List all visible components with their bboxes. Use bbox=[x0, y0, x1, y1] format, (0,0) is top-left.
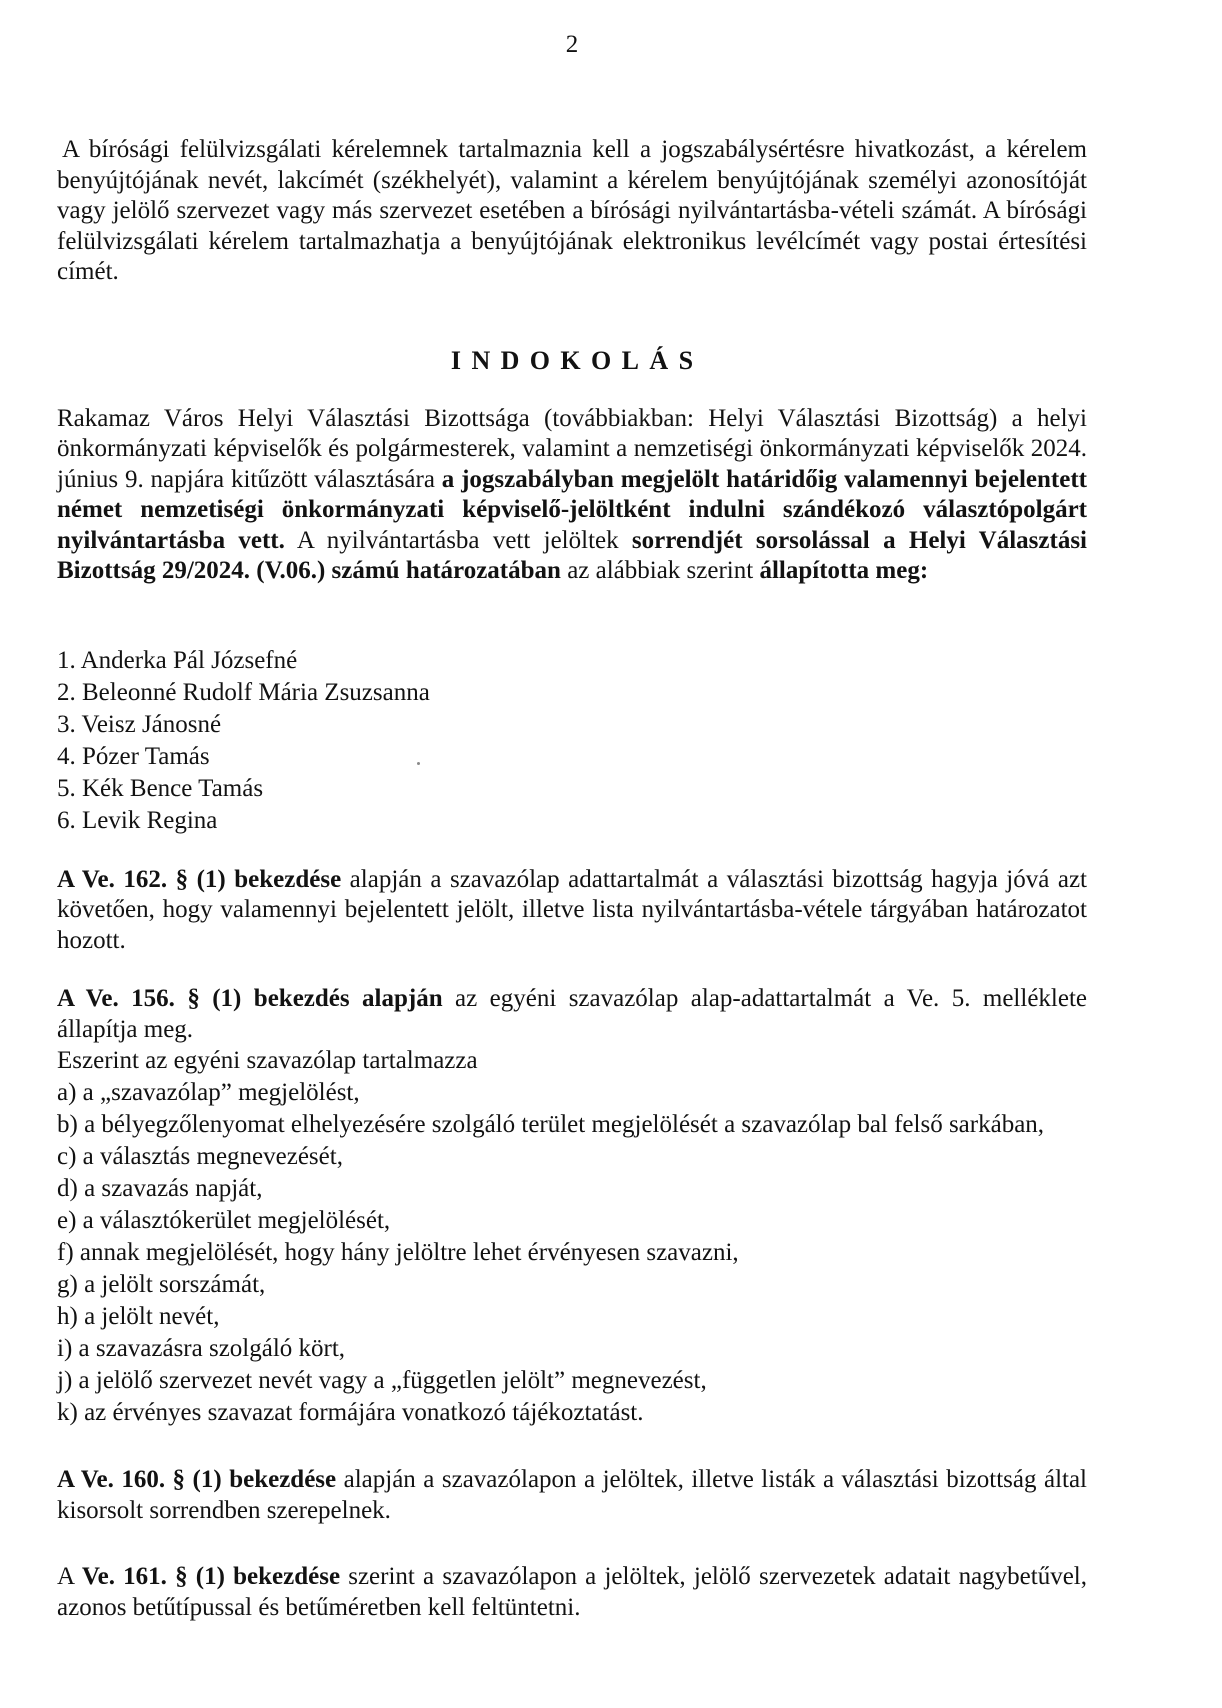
ve156-block bbox=[57, 984, 1087, 1429]
ballot-item-h: h) a jelölt nevét, bbox=[57, 1303, 220, 1330]
ve162-citation: A Ve. 162. § (1) bekezdése bbox=[57, 865, 342, 893]
justification-bold-1: a jogszabályban megjelölt határidőig valamennyi bejelentett német nemzetiségi önkormányzati képviselő-jelöltként indulni szándékozó választópolgárt nyilvántartásba vett. bbox=[57, 465, 1087, 554]
ballot-item-f: f) annak megjelölését, hogy hány jelöltre lehet érvényesen szavazni, bbox=[57, 1239, 739, 1266]
candidate-item: 6. Levik Regina bbox=[57, 806, 218, 834]
ve160-text: alapján a szavazólapon a jelöltek, illetve listák a választási bizottság által kisorsolt sorrendben szerepelnek. bbox=[57, 1466, 1087, 1524]
ve161-paragraph bbox=[57, 1562, 1087, 1623]
ve156-intro-line: Eszerint az egyéni szavazólap tartalmazza bbox=[57, 1047, 478, 1074]
ballot-item-e: e) a választókerület megjelölését, bbox=[57, 1207, 391, 1234]
candidate-item: 4. Pózer Tamás bbox=[57, 742, 210, 770]
scan-artifact-dot bbox=[417, 762, 420, 765]
ballot-item-i: i) a szavazásra szolgáló kört, bbox=[57, 1335, 346, 1362]
ballot-item-j: j) a jelölő szervezet nevét vagy a „független jelölt” megnevezést, bbox=[57, 1367, 707, 1394]
ballot-item-k: k) az érvényes szavazat formájára vonatkozó tájékoztatást. bbox=[57, 1399, 644, 1426]
ballot-item-b: b) a bélyegzőlenyomat elhelyezésére szolgáló terület megjelölését a szavazólap bal felső sarkában, bbox=[57, 1111, 1045, 1138]
justification-text-3: az alábbiak szerint bbox=[560, 557, 760, 584]
ve156-text: az egyéni szavazólap alap-adattartalmát a Ve. 5. melléklete állapítja meg. bbox=[57, 985, 1087, 1043]
ve161-pre: A bbox=[57, 1563, 82, 1590]
document-page bbox=[57, 0, 1087, 1623]
justification-text-2: A nyilvántartásba vett jelöltek bbox=[284, 526, 632, 554]
ve160-citation: A Ve. 160. § (1) bekezdése bbox=[57, 1466, 337, 1493]
ve162-text: alapján a szavazólap adattartalmát a választási bizottság hagyja jóvá azt követően, hogy valamennyi bejelentett jelölt, illetve lista nyilvántartásba-vétele tárgyában határozatot hozott. bbox=[57, 865, 1087, 954]
intro-paragraph: A bírósági felülvizsgálati kérelemnek tartalmaznia kell a jogszabálysértésre hivatkozást, a kérelem benyújtójának nevét, lakcímét (székhelyét), valamint a kérelem benyújtójának személyi azonosítóját vagy jelölő szervezet vagy más szervezet esetében a bírósági nyilvántartásba-vételi számát. A bírósági felülvizsgálati kérelem tartalmazhatja a benyújtójának elektronikus levélcímét vagy postai értesítési címét. bbox=[57, 136, 1087, 285]
page-number: 2 bbox=[565, 31, 579, 58]
candidate-item: 1. Anderka Pál Józsefné bbox=[57, 646, 298, 674]
ballot-item-c: c) a választás megnevezését, bbox=[57, 1143, 343, 1170]
justification-bold-2: sorrendjét sorsolással a Helyi Választási Bizottság 29/2024. (V.06.) számú határozatában bbox=[57, 526, 1087, 584]
ve161-citation: Ve. 161. § (1) bekezdése bbox=[81, 1563, 341, 1590]
ve156-citation: A Ve. 156. § (1) bekezdés alapján bbox=[57, 985, 443, 1012]
candidate-item: 3. Veisz Jánosné bbox=[57, 710, 222, 738]
ve162-paragraph bbox=[57, 865, 1087, 957]
justification-bold-3: állapította meg: bbox=[759, 557, 929, 584]
candidate-item: 2. Beleonné Rudolf Mária Zsuzsanna bbox=[57, 678, 430, 706]
ve161-text: szerint a szavazólapon a jelöltek, jelölő szervezetek adatait nagybetűvel, azonos betűtípussal és betűméretben kell feltüntetni. bbox=[57, 1563, 1087, 1621]
section-heading: INDOKOLÁS bbox=[450, 345, 704, 375]
ballot-item-d: d) a szavazás napját, bbox=[57, 1175, 263, 1202]
ve156-paragraph bbox=[57, 984, 1087, 1045]
candidate-item: 5. Kék Bence Tamás bbox=[57, 774, 264, 802]
ve160-paragraph bbox=[57, 1465, 1087, 1526]
candidate-list bbox=[57, 645, 1087, 837]
justification-text-1: Rakamaz Város Helyi Választási Bizottsága (továbbiakban: Helyi Választási Bizottság) a helyi önkormányzati képviselők és polgármesterek, valamint a nemzetiségi önkormányzati képviselők 2024. június 9. napjára kitűzött választására bbox=[57, 404, 1087, 493]
justification-paragraph bbox=[57, 404, 1087, 587]
ballot-item-g: g) a jelölt sorszámát, bbox=[57, 1271, 266, 1298]
ballot-item-a: a) a „szavazólap” megjelölést, bbox=[57, 1079, 360, 1106]
